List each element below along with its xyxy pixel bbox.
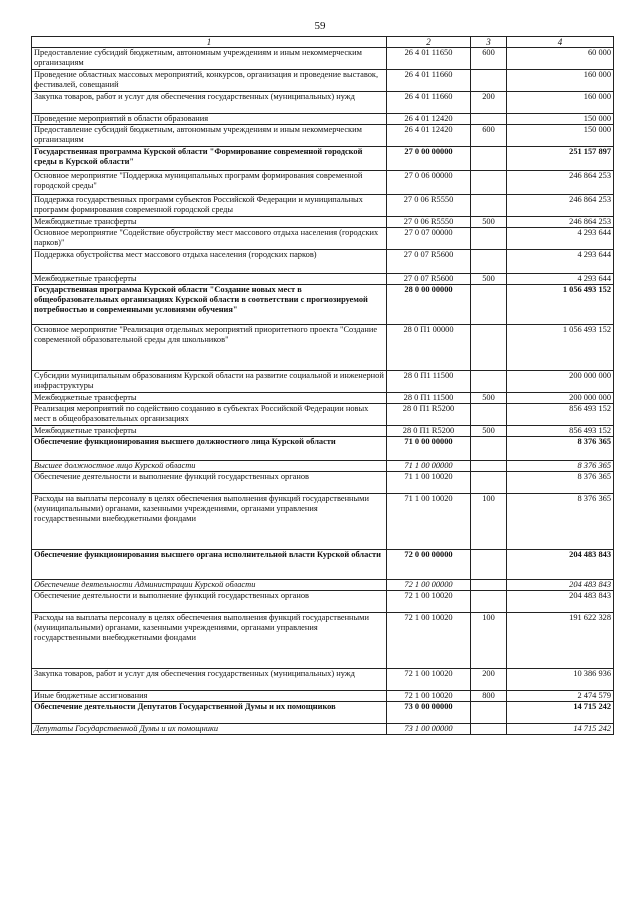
row-name-cell: Проведение областных массовых мероприятий, конкурсов, организация и проведение выставок, фестивалей, совещаний (32, 70, 387, 92)
row-name-cell: Основное мероприятие "Содействие обустройству мест массового отдыха населения (городских парков)" (32, 228, 387, 250)
row-vr-cell: 200 (471, 92, 507, 114)
row-code-cell: 71 1 00 00000 (387, 461, 471, 472)
row-sum-cell: 8 376 365 (507, 461, 614, 472)
table-header-row (32, 37, 614, 48)
row-code-cell: 27 0 07 00000 (387, 228, 471, 250)
row-sum-cell: 150 000 (507, 114, 614, 125)
row-sum-cell: 251 157 897 (507, 147, 614, 171)
row-name-cell: Закупка товаров, работ и услуг для обеспечения государственных (муниципальных) нужд (32, 92, 387, 114)
row-code-cell: 26 4 01 12420 (387, 114, 471, 125)
header-cell: 2 (387, 37, 471, 48)
row-name-cell: Иные бюджетные ассигнования (32, 691, 387, 702)
row-code-cell: 28 0 П1 11500 (387, 371, 471, 393)
row-sum-cell: 10 386 936 (507, 669, 614, 691)
row-sum-cell: 200 000 000 (507, 393, 614, 404)
row-name-cell: Проведение мероприятий в области образования (32, 114, 387, 125)
row-code-cell: 72 1 00 10020 (387, 691, 471, 702)
row-sum-cell: 246 864 253 (507, 171, 614, 195)
row-vr-cell: 100 (471, 613, 507, 669)
row-sum-cell: 60 000 (507, 48, 614, 70)
table-row (32, 691, 614, 702)
row-code-cell: 72 1 00 10020 (387, 591, 471, 613)
row-code-cell: 26 4 01 11660 (387, 70, 471, 92)
row-code-cell: 28 0 П1 00000 (387, 325, 471, 371)
row-vr-cell: 500 (471, 393, 507, 404)
table-row (32, 724, 614, 735)
row-vr-cell (471, 228, 507, 250)
row-vr-cell: 800 (471, 691, 507, 702)
row-code-cell: 71 0 00 00000 (387, 437, 471, 461)
row-code-cell: 73 0 00 00000 (387, 702, 471, 724)
table-row (32, 472, 614, 494)
row-sum-cell: 4 293 644 (507, 250, 614, 274)
row-code-cell: 73 1 00 00000 (387, 724, 471, 735)
row-name-cell: Государственная программа Курской области "Формирование современной городской среды в Курской области" (32, 147, 387, 171)
table-row (32, 274, 614, 285)
row-sum-cell: 856 493 152 (507, 426, 614, 437)
row-name-cell: Обеспечение деятельности Администрации Курской области (32, 580, 387, 591)
row-code-cell: 27 0 06 00000 (387, 171, 471, 195)
row-name-cell: Поддержка обустройства мест массового отдыха населения (городских парков) (32, 250, 387, 274)
table-row (32, 70, 614, 92)
row-sum-cell: 160 000 (507, 92, 614, 114)
row-name-cell: Основное мероприятие "Реализация отдельных мероприятий приоритетного проекта "Создание современной образовательной среды для школьников" (32, 325, 387, 371)
row-code-cell: 71 1 00 10020 (387, 472, 471, 494)
table-row (32, 404, 614, 426)
row-sum-cell: 14 715 242 (507, 724, 614, 735)
row-sum-cell: 150 000 (507, 125, 614, 147)
row-vr-cell (471, 147, 507, 171)
row-code-cell: 26 4 01 12420 (387, 125, 471, 147)
row-sum-cell: 204 483 843 (507, 580, 614, 591)
row-name-cell: Депутаты Государственной Думы и их помощники (32, 724, 387, 735)
row-sum-cell: 204 483 843 (507, 550, 614, 580)
row-code-cell: 72 1 00 10020 (387, 613, 471, 669)
table-row (32, 437, 614, 461)
row-code-cell: 27 0 00 00000 (387, 147, 471, 171)
row-name-cell: Закупка товаров, работ и услуг для обеспечения государственных (муниципальных) нужд (32, 669, 387, 691)
table-row (32, 114, 614, 125)
row-sum-cell: 4 293 644 (507, 228, 614, 250)
row-vr-cell: 500 (471, 426, 507, 437)
row-name-cell: Предоставление субсидий бюджетным, автономным учреждениям и иным некоммерческим организациям (32, 48, 387, 70)
table-row (32, 171, 614, 195)
table-row (32, 147, 614, 171)
row-sum-cell: 4 293 644 (507, 274, 614, 285)
row-vr-cell (471, 250, 507, 274)
table-row (32, 92, 614, 114)
row-sum-cell: 246 864 253 (507, 195, 614, 217)
row-code-cell: 28 0 П1 11500 (387, 393, 471, 404)
table-row (32, 125, 614, 147)
row-name-cell: Субсидии муниципальным образованиям Курской области на развитие социальной и инженерной инфраструктуры (32, 371, 387, 393)
row-sum-cell: 8 376 365 (507, 472, 614, 494)
budget-table (31, 36, 614, 735)
table-row (32, 550, 614, 580)
row-vr-cell (471, 371, 507, 393)
table-row (32, 250, 614, 274)
row-code-cell: 27 0 06 R5550 (387, 195, 471, 217)
row-name-cell: Обеспечение деятельности Депутатов Государственной Думы и их помощников (32, 702, 387, 724)
row-code-cell: 28 0 00 00000 (387, 285, 471, 325)
header-cell: 1 (32, 37, 387, 48)
row-code-cell: 72 1 00 00000 (387, 580, 471, 591)
row-code-cell: 27 0 06 R5550 (387, 217, 471, 228)
table-row (32, 48, 614, 70)
row-vr-cell (471, 724, 507, 735)
row-code-cell: 26 4 01 11660 (387, 92, 471, 114)
row-vr-cell (471, 285, 507, 325)
row-code-cell: 28 0 П1 R5200 (387, 426, 471, 437)
row-vr-cell (471, 171, 507, 195)
row-vr-cell (471, 325, 507, 371)
row-name-cell: Межбюджетные трансферты (32, 426, 387, 437)
row-sum-cell: 204 483 843 (507, 591, 614, 613)
row-sum-cell: 1 056 493 152 (507, 325, 614, 371)
row-name-cell: Обеспечение функционирования высшего должностного лица Курской области (32, 437, 387, 461)
row-sum-cell: 8 376 365 (507, 437, 614, 461)
row-vr-cell: 200 (471, 669, 507, 691)
table-row (32, 494, 614, 550)
row-vr-cell (471, 114, 507, 125)
row-sum-cell: 191 622 328 (507, 613, 614, 669)
row-sum-cell: 2 474 579 (507, 691, 614, 702)
row-vr-cell: 600 (471, 125, 507, 147)
row-vr-cell (471, 580, 507, 591)
row-vr-cell (471, 702, 507, 724)
page-number: 59 (314, 20, 326, 32)
row-code-cell: 72 1 00 10020 (387, 669, 471, 691)
header-cell: 3 (471, 37, 507, 48)
row-sum-cell: 856 493 152 (507, 404, 614, 426)
row-name-cell: Основное мероприятие "Поддержка муниципальных программ формирования современной городской среды" (32, 171, 387, 195)
table-row (32, 669, 614, 691)
row-code-cell: 27 0 07 R5600 (387, 250, 471, 274)
row-name-cell: Реализация мероприятий по содействию созданию в субъектах Российской Федерации новых мест в общеобразовательных организациях (32, 404, 387, 426)
row-code-cell: 27 0 07 R5600 (387, 274, 471, 285)
row-name-cell: Межбюджетные трансферты (32, 393, 387, 404)
row-vr-cell (471, 461, 507, 472)
row-name-cell: Обеспечение деятельности и выполнение функций государственных органов (32, 591, 387, 613)
table-row (32, 461, 614, 472)
row-code-cell: 28 0 П1 R5200 (387, 404, 471, 426)
row-code-cell: 72 0 00 00000 (387, 550, 471, 580)
row-vr-cell: 600 (471, 48, 507, 70)
row-vr-cell (471, 404, 507, 426)
row-sum-cell: 160 000 (507, 70, 614, 92)
table-row (32, 217, 614, 228)
table-row (32, 393, 614, 404)
row-code-cell: 71 1 00 10020 (387, 494, 471, 550)
row-name-cell: Межбюджетные трансферты (32, 274, 387, 285)
table-row (32, 580, 614, 591)
row-vr-cell: 500 (471, 274, 507, 285)
row-vr-cell (471, 195, 507, 217)
row-name-cell: Высшее должностное лицо Курской области (32, 461, 387, 472)
table-row (32, 702, 614, 724)
row-name-cell: Обеспечение деятельности и выполнение функций государственных органов (32, 472, 387, 494)
row-vr-cell: 500 (471, 217, 507, 228)
table-row (32, 228, 614, 250)
table-row (32, 285, 614, 325)
table-row (32, 591, 614, 613)
row-name-cell: Предоставление субсидий бюджетным, автономным учреждениям и иным некоммерческим организациям (32, 125, 387, 147)
table-row (32, 195, 614, 217)
row-name-cell: Поддержка государственных программ субъектов Российской Федерации и муниципальных программ формирования современной городской среды (32, 195, 387, 217)
table-row (32, 325, 614, 371)
row-vr-cell (471, 472, 507, 494)
row-name-cell: Межбюджетные трансферты (32, 217, 387, 228)
row-sum-cell: 14 715 242 (507, 702, 614, 724)
row-name-cell: Расходы на выплаты персоналу в целях обеспечения выполнения функций государственными (муниципальными) органами, казенными учреждениями, органами управления государственными внебюджетными фондами (32, 494, 387, 550)
row-sum-cell: 246 864 253 (507, 217, 614, 228)
row-name-cell: Государственная программа Курской области "Создание новых мест в общеобразовательных организациях Курской области в соответствии с прогнозируемой потребностью и современными условиями обучения" (32, 285, 387, 325)
row-sum-cell: 200 000 000 (507, 371, 614, 393)
row-sum-cell: 1 056 493 152 (507, 285, 614, 325)
row-code-cell: 26 4 01 11650 (387, 48, 471, 70)
row-vr-cell (471, 70, 507, 92)
table-row (32, 371, 614, 393)
row-vr-cell (471, 591, 507, 613)
table-row (32, 613, 614, 669)
row-vr-cell (471, 437, 507, 461)
row-name-cell: Расходы на выплаты персоналу в целях обеспечения выполнения функций государственными (муниципальными) органами, казенными учреждениями, органами управления государственными внебюджетными фондами (32, 613, 387, 669)
row-name-cell: Обеспечение функционирования высшего органа исполнительной власти Курской области (32, 550, 387, 580)
row-vr-cell (471, 550, 507, 580)
header-cell: 4 (507, 37, 614, 48)
table-row (32, 426, 614, 437)
row-vr-cell: 100 (471, 494, 507, 550)
row-sum-cell: 8 376 365 (507, 494, 614, 550)
